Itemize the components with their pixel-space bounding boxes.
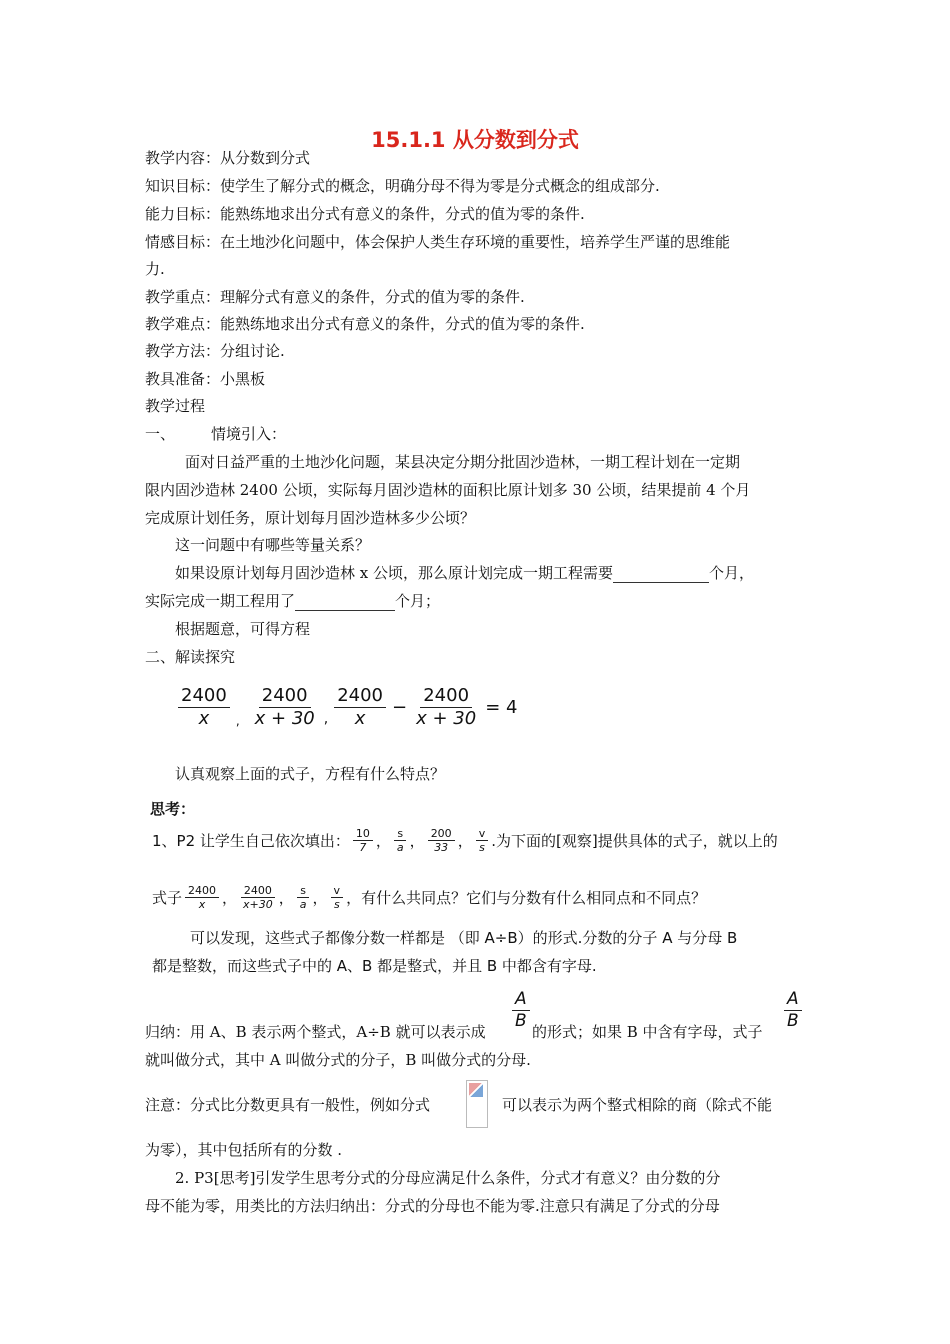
broken-image-icon xyxy=(466,1080,488,1128)
q2-text: 如果设原计划每月固沙造林 x 公顷，那么原计划完成一期工程需要 xyxy=(175,564,613,582)
text: ，有什么共同点？它们与分数有什么相同点和不同点？ xyxy=(346,889,707,907)
header-line: 教学过程 xyxy=(145,397,206,415)
numerator: 2400 xyxy=(334,686,386,708)
paragraph-line: 母不能为零，用类比的方法归纳出：分式的分母也不能为零.注意只有满足了分式的分母 xyxy=(145,1197,720,1215)
denominator: 33 xyxy=(434,841,449,855)
header-line: 能力目标：能熟练地求出分式有意义的条件，分式的值为零的条件. xyxy=(145,205,585,223)
numerator: 2400 xyxy=(259,686,311,708)
think-line-1: 1、P2 让学生自己依次填出： $\frac{10}{7}$ ， $\frac{s}{a}$ ， $\frac{200}{33}$ ， $\frac{v}{s}$ .为下面的[观察]提供具体的式子，就以上的 xyxy=(152,822,778,860)
header-line: 教学内容：从分数到分式 xyxy=(145,149,311,167)
q3-text: 实际完成一期工程用了 xyxy=(145,592,296,610)
fraction xyxy=(178,686,230,729)
summary-line-c: 就叫做分式，其中 A 叫做分式的分子，B 叫做分式的分母. xyxy=(145,1051,531,1069)
note-line-c: 为零），其中包括所有的分数 . xyxy=(145,1141,343,1159)
paragraph-line: 这一问题中有哪些等量关系？ xyxy=(175,536,371,554)
denominator: x + 30 xyxy=(416,707,477,729)
fraction xyxy=(413,686,479,729)
denominator: x+30 xyxy=(243,898,273,912)
answer-blank xyxy=(613,582,709,583)
header-line: 教学难点：能熟练地求出分式有意义的条件，分式的值为零的条件. xyxy=(145,315,585,333)
paragraph-line: 都是整数，而这些式子中的 A、B 都是整式，并且 B 中都含有字母. xyxy=(152,957,597,975)
denominator: x xyxy=(198,707,210,729)
summary-line-a: 归纳：用 A、B 表示两个整式，A÷B 就可以表示成 xyxy=(145,1023,486,1041)
paragraph-line: 限内固沙造林 2400 公顷，实际每月固沙造林的面积比原计划多 30 公顷，结果提前 4 个月 xyxy=(145,481,751,499)
paragraph-line xyxy=(175,563,754,583)
numerator: A xyxy=(512,990,530,1011)
denominator: a xyxy=(299,898,307,912)
numerator: s xyxy=(297,885,309,899)
fraction xyxy=(297,885,310,912)
denominator: s xyxy=(479,841,485,855)
fraction xyxy=(334,686,386,729)
text: .为下面的[观察]提供具体的式子，就以上的 xyxy=(491,832,778,850)
paragraph-line: 根据题意，可得方程 xyxy=(175,620,311,638)
fraction xyxy=(185,885,219,912)
fraction xyxy=(428,828,455,855)
q2-suffix: 个月， xyxy=(709,564,755,582)
fraction xyxy=(331,885,344,912)
numerator: 2400 xyxy=(185,885,219,899)
header-line: 知识目标：使学生了解分式的概念，明确分母不得为零是分式概念的组成部分. xyxy=(145,177,660,195)
header-line: 教学方法：分组讨论. xyxy=(145,342,285,360)
q3-suffix: 个月； xyxy=(395,592,441,610)
equation-row xyxy=(178,686,517,729)
numerator: 2400 xyxy=(420,686,472,708)
separator: , xyxy=(323,710,329,727)
numerator: 200 xyxy=(428,828,455,842)
header-line: 教具准备：小黑板 xyxy=(145,370,266,388)
paragraph-line: 完成原计划任务，原计划每月固沙造林多少公顷？ xyxy=(145,509,476,527)
header-line: 教学重点：理解分式有意义的条件，分式的值为零的条件. xyxy=(145,288,525,306)
text: 式子 xyxy=(152,889,183,907)
section2-heading: 二、解读探究 xyxy=(145,648,236,666)
denominator: B xyxy=(787,1010,799,1031)
header-line: 情感目标：在土地沙化问题中，体会保护人类生存环境的重要性，培养学生严谨的思维能 xyxy=(145,233,731,251)
section1-heading-num: 一、 xyxy=(145,425,176,443)
paragraph-line: 认真观察上面的式子，方程有什么特点？ xyxy=(175,765,446,783)
fraction xyxy=(476,828,489,855)
think-label: 思考： xyxy=(150,800,196,818)
denominator: B xyxy=(515,1010,527,1031)
paragraph-line: 2. P3[思考]引发学生思考分式的分母应满足什么条件，分式才有意义？由分数的分 xyxy=(175,1169,721,1187)
minus-sign: − xyxy=(392,697,408,719)
denominator: 7 xyxy=(359,841,367,855)
fraction xyxy=(240,885,276,912)
note-line-b: 可以表示为两个整式相除的商（除式不能 xyxy=(502,1096,773,1114)
page-title: 15.1.1 从分数到分式 xyxy=(371,128,579,152)
equation-rhs: = 4 xyxy=(485,697,518,719)
text: 1、P2 让学生自己依次填出： xyxy=(152,832,350,850)
paragraph-line xyxy=(145,591,440,611)
numerator: v xyxy=(476,828,489,842)
denominator: x + 30 xyxy=(254,707,315,729)
numerator: 2400 xyxy=(178,686,230,708)
header-line: 力. xyxy=(145,260,165,278)
fraction-A-B xyxy=(512,990,530,1031)
paragraph-line: 可以发现，这些式子都像分数一样都是 （即 A÷B）的形式.分数的分子 A 与分母 B xyxy=(190,929,738,947)
numerator: 10 xyxy=(353,828,373,842)
answer-blank xyxy=(295,610,395,611)
denominator: x xyxy=(198,898,206,912)
fraction xyxy=(394,828,407,855)
numerator: v xyxy=(331,885,344,899)
denominator: s xyxy=(333,898,340,912)
fraction xyxy=(353,828,373,855)
summary-line-b: 的形式；如果 B 中含有字母，式子 xyxy=(532,1023,763,1041)
denominator: a xyxy=(396,841,404,855)
numerator: 2400 xyxy=(241,885,275,899)
paragraph-line: 面对日益严重的土地沙化问题，某县决定分期分批固沙造林，一期工程计划在一定期 xyxy=(185,453,741,471)
separator: , xyxy=(235,713,240,728)
denominator: x xyxy=(354,707,366,729)
note-line-a: 注意：分式比分数更具有一般性，例如分式 xyxy=(145,1096,431,1114)
fraction-A-B xyxy=(784,990,802,1031)
fraction xyxy=(252,686,318,729)
numerator: A xyxy=(784,990,802,1011)
section1-heading: 情境引入： xyxy=(211,425,287,443)
numerator: s xyxy=(394,828,406,842)
think-line-2: 式子 $\frac{2400}{x}$ ， $\frac{2400}{x+30}$ ， $\frac{s}{a}$ ， $\frac{v}{s}$ ，有什么共同点？它们与分数有什么相同点和不同点？ xyxy=(152,876,706,920)
